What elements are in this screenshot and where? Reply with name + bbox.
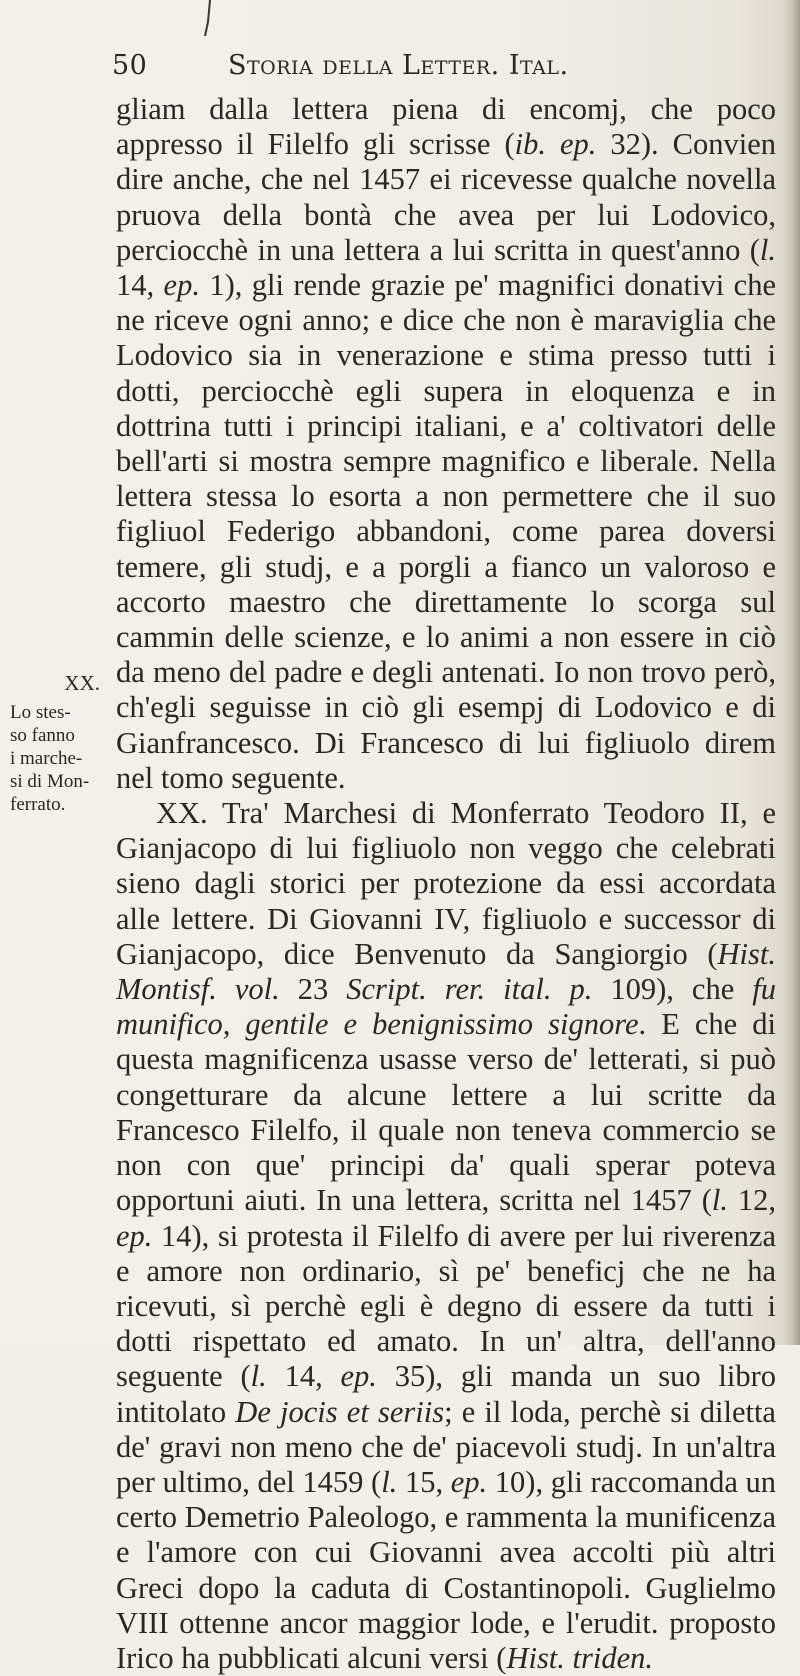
page-header <box>112 50 732 90</box>
margin-note <box>10 672 100 816</box>
page-number: 50 <box>112 50 148 81</box>
margin-note-line: Lo stes- <box>10 702 71 723</box>
ink-stroke-mark <box>204 0 214 40</box>
margin-note-line: ferrato. <box>10 794 66 815</box>
body-text <box>116 92 776 1676</box>
paragraph-continuation: gliam dalla lettera piena di encomj, che poco appresso il Filelfo gli scrisse (ib. ep. 32). Convien dire anche, che nel 1457 ei ricevesse qualche novella pruova della bontà che avea per lui Lodovico, perciocchè in una lettera a lui scritta in quest'anno (l. 14, ep. 1), gli rende grazie pe' magnifici donativi che ne riceve ogni anno; e dice che non è maraviglia che Lodovico sia in venerazione e stima presso tutti i dotti, perciocchè egli supera in eloquenza e in dottrina tutti i principi italiani, e a' coltivatori delle bell'arti si mostra sempre magnifico e liberale. Nella lettera stessa lo esorta a non permettere che il suo figliuol Federigo abbandoni, come parea doversi temere, gli studj, e a porgli a fianco un valoroso e accorto maestro che direttamente lo scorga sul cammin delle scienze, e lo animi a non essere in ciò da meno del padre e degli antenati. Io non trovo però, ch'egli seguisse in ciò gli esempj di Lodovico e di Gianfrancesco. Di Francesco di lui figliuolo direm nel tomo seguente. <box>116 92 777 795</box>
margin-note-number: XX. <box>64 671 100 695</box>
margin-note-line: si di Mon- <box>10 771 90 792</box>
page-edge-shadow <box>782 0 800 1345</box>
margin-note-line: so fanno <box>10 725 75 746</box>
running-title: Storia della Letter. Ital. <box>228 50 569 81</box>
margin-note-line: i marche- <box>10 748 83 769</box>
paragraph-section-xx: XX. Tra' Marchesi di Monferrato Teodoro II, e Gianjacopo di lui figliuolo non veggo che celebrati sieno dagli storici per protezione da essi accordata alle lettere. Di Giovanni IV, figliuolo e successor di Gianjacopo, dice Benvenuto da Sangiorgio (Hist. Montisf. vol. 23 Script. rer. ital. p. 109), che fu munifico, gentile e benignissimo signore. E che di questa magnificenza usasse verso de' letterati, si può congetturare da alcune lettere a lui scritte da Francesco Filelfo, il quale non teneva commercio se non con que' principi da' quali sperar poteva opportuni aiuti. In una lettera, scritta nel 1457 (l. 12, ep. 14), si protesta il Filelfo di avere per lui riverenza e amore non ordinario, sì pe' beneficj che ne ha ricevuti, sì perchè egli è degno di essere da tutti i dotti rispettato ed amato. In un' altra, dell'anno seguente (l. 14, ep. 35), gli manda un suo libro intitolato De jocis et seriis; e il loda, perchè si diletta de' gravi non meno che de' piacevoli studj. In un'altra per ultimo, del 1459 (l. 15, ep. 10), gli raccomanda un certo Demetrio Paleologo, e rammenta la munificenza e l'amore con cui Giovanni avea accolti più altri Greci dopo la caduta di Costantinopoli. Guglielmo VIII ottenne ancor maggior lode, e l'erudit. proposto Irico ha pubblicati alcuni versi (Hist. triden. <box>116 796 777 1675</box>
